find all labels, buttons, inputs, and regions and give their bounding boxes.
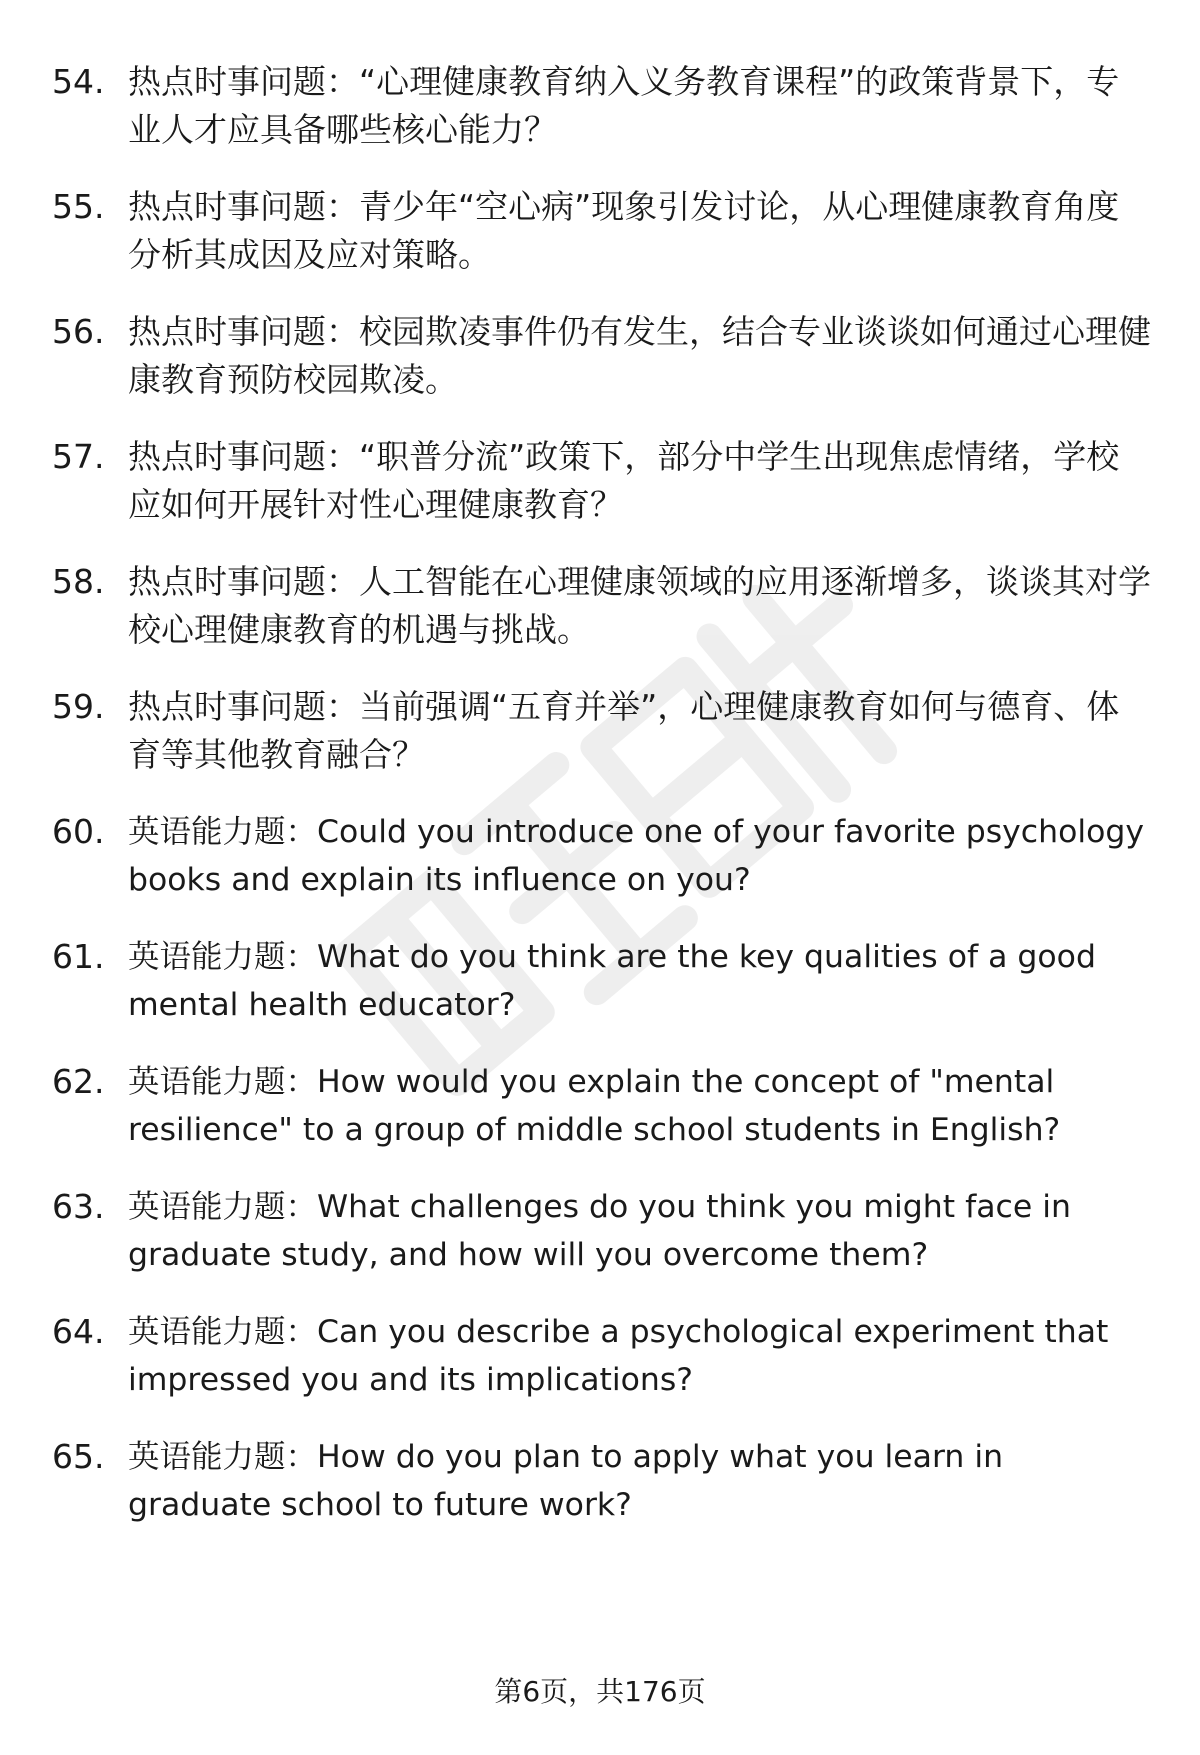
question-item: [52, 1433, 1152, 1529]
question-text: 英语能力题：How would you explain the concept of "mental resilience" to a group of middle school students in English?: [128, 1064, 1061, 1148]
question-text: 英语能力题：Could you introduce one of your favorite psychology books and explain its influence on you?: [128, 814, 1145, 898]
question-number: 59.: [52, 687, 105, 726]
question-number: 63.: [52, 1187, 105, 1226]
question-item: [52, 1308, 1152, 1404]
question-text: 热点时事问题：青少年“空心病”现象引发讨论，从心理健康教育角度分析其成因及应对策略。: [128, 187, 1120, 274]
question-number: 58.: [52, 562, 105, 601]
question-item: [52, 558, 1152, 654]
question-list: [52, 58, 1152, 1558]
question-text: 英语能力题：How do you plan to apply what you learn in graduate school to future work?: [128, 1439, 1004, 1523]
question-number: 54.: [52, 62, 105, 101]
question-text: 热点时事问题：校园欺凌事件仍有发生，结合专业谈谈如何通过心理健康教育预防校园欺凌。: [128, 312, 1151, 399]
question-text: 热点时事问题：“心理健康教育纳入义务教育课程”的政策背景下，专业人才应具备哪些核心能力？: [128, 62, 1120, 149]
question-text: 热点时事问题：当前强调“五育并举”，心理健康教育如何与德育、体育等其他教育融合？: [128, 687, 1120, 774]
question-item: [52, 58, 1152, 154]
question-text: 热点时事问题：人工智能在心理健康领域的应用逐渐增多，谈谈其对学校心理健康教育的机遇与挑战。: [128, 562, 1151, 649]
question-item: [52, 308, 1152, 404]
question-item: [52, 683, 1152, 779]
page-footer: [0, 1672, 1200, 1712]
question-item: [52, 433, 1152, 529]
question-number: 65.: [52, 1437, 105, 1476]
question-text: 英语能力题：What do you think are the key qualities of a good mental health educator?: [128, 939, 1096, 1023]
question-number: 57.: [52, 437, 105, 476]
question-text: 热点时事问题：“职普分流”政策下，部分中学生出现焦虑情绪，学校应如何开展针对性心理健康教育？: [128, 437, 1120, 524]
question-item: [52, 1183, 1152, 1279]
question-item: [52, 933, 1152, 1029]
question-item: [52, 1058, 1152, 1154]
question-text: 英语能力题：Can you describe a psychological experiment that impressed you and its implications?: [128, 1314, 1109, 1398]
question-item: [52, 808, 1152, 904]
question-text: 英语能力题：What challenges do you think you might face in graduate study, and how will you overcome them?: [128, 1189, 1071, 1273]
question-number: 64.: [52, 1312, 105, 1351]
question-number: 60.: [52, 812, 105, 851]
question-number: 61.: [52, 937, 105, 976]
question-number: 62.: [52, 1062, 105, 1101]
page-indicator: 第6页，共176页: [494, 1675, 706, 1708]
question-item: [52, 183, 1152, 279]
question-number: 55.: [52, 187, 105, 226]
question-number: 56.: [52, 312, 105, 351]
